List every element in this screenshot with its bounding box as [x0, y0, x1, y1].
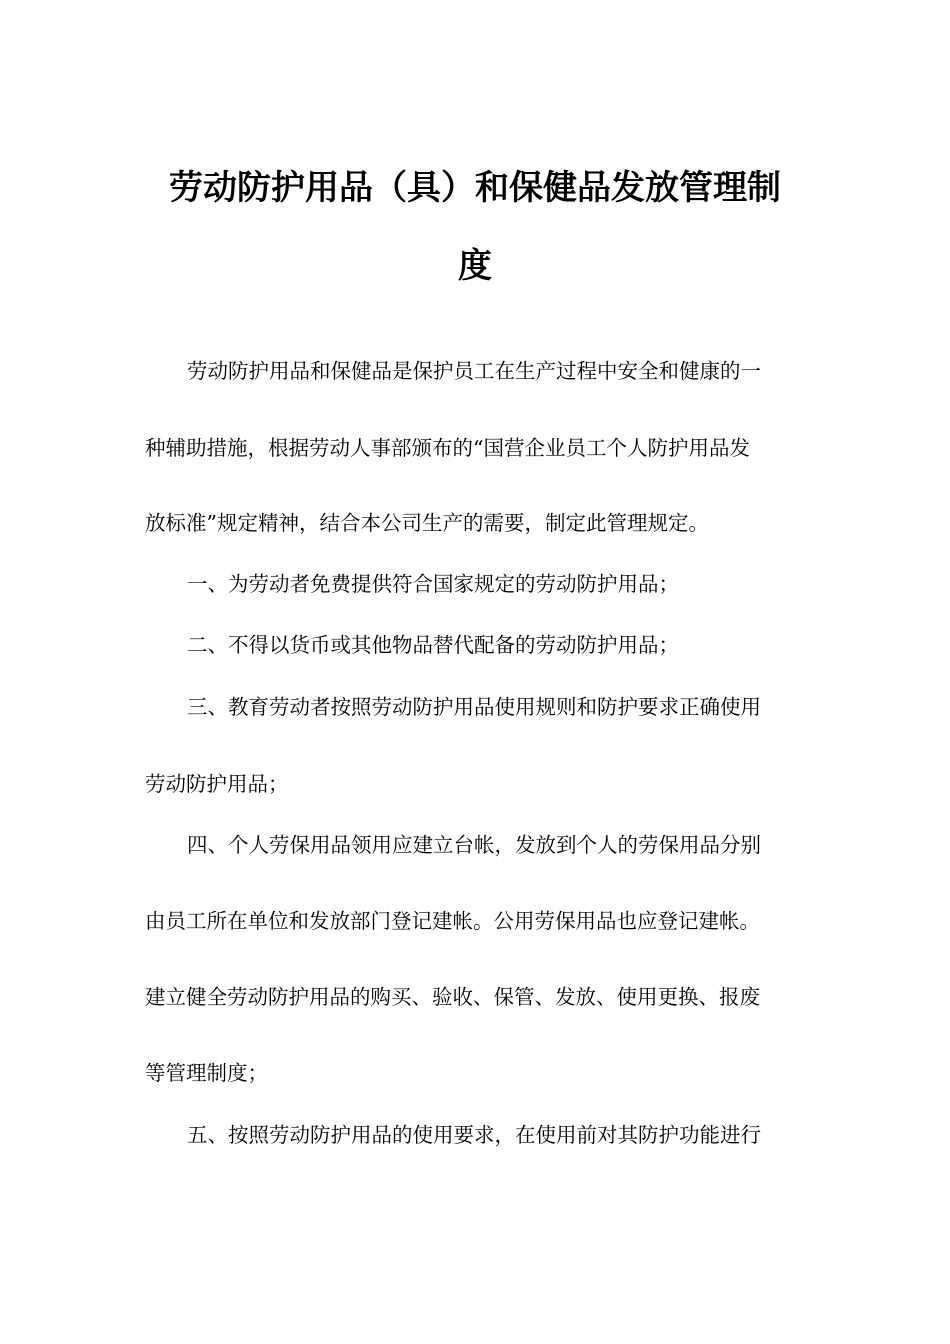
document-title-line-2: 度: [458, 246, 492, 286]
clause-4-line-2: 由员工所在单位和发放部门登记建帐。公用劳保用品也应登记建帐。: [145, 909, 760, 933]
clause-3-line-2: 劳动防护用品；: [145, 772, 289, 796]
clause-5-line-1: 五、按照劳动防护用品的使用要求，在使用前对其防护功能进行: [187, 1123, 761, 1147]
clause-1-line-1: 一、为劳动者免费提供符合国家规定的劳动防护用品；: [187, 572, 679, 596]
clause-4-line-4: 等管理制度；: [145, 1061, 268, 1085]
paragraph-intro-line-2: 种辅助措施，根据劳动人事部颁布的“国营企业员工个人防护用品发: [145, 436, 750, 460]
clause-4-line-3: 建立健全劳动防护用品的购买、验收、保管、发放、使用更换、报废: [145, 985, 760, 1009]
paragraph-intro-line-3: 放标准”规定精神，结合本公司生产的需要，制定此管理规定。: [145, 511, 709, 535]
clause-3-line-1: 三、教育劳动者按照劳动防护用品使用规则和防护要求正确使用: [187, 695, 761, 719]
clause-4-line-1: 四、个人劳保用品领用应建立台帐，发放到个人的劳保用品分别: [187, 833, 761, 857]
clause-2-line-1: 二、不得以货币或其他物品替代配备的劳动防护用品；: [187, 633, 679, 657]
paragraph-intro-line-1: 劳动防护用品和保健品是保护员工在生产过程中安全和健康的一: [187, 359, 761, 383]
document-title-line-1: 劳动防护用品（具）和保健品发放管理制: [169, 168, 781, 208]
